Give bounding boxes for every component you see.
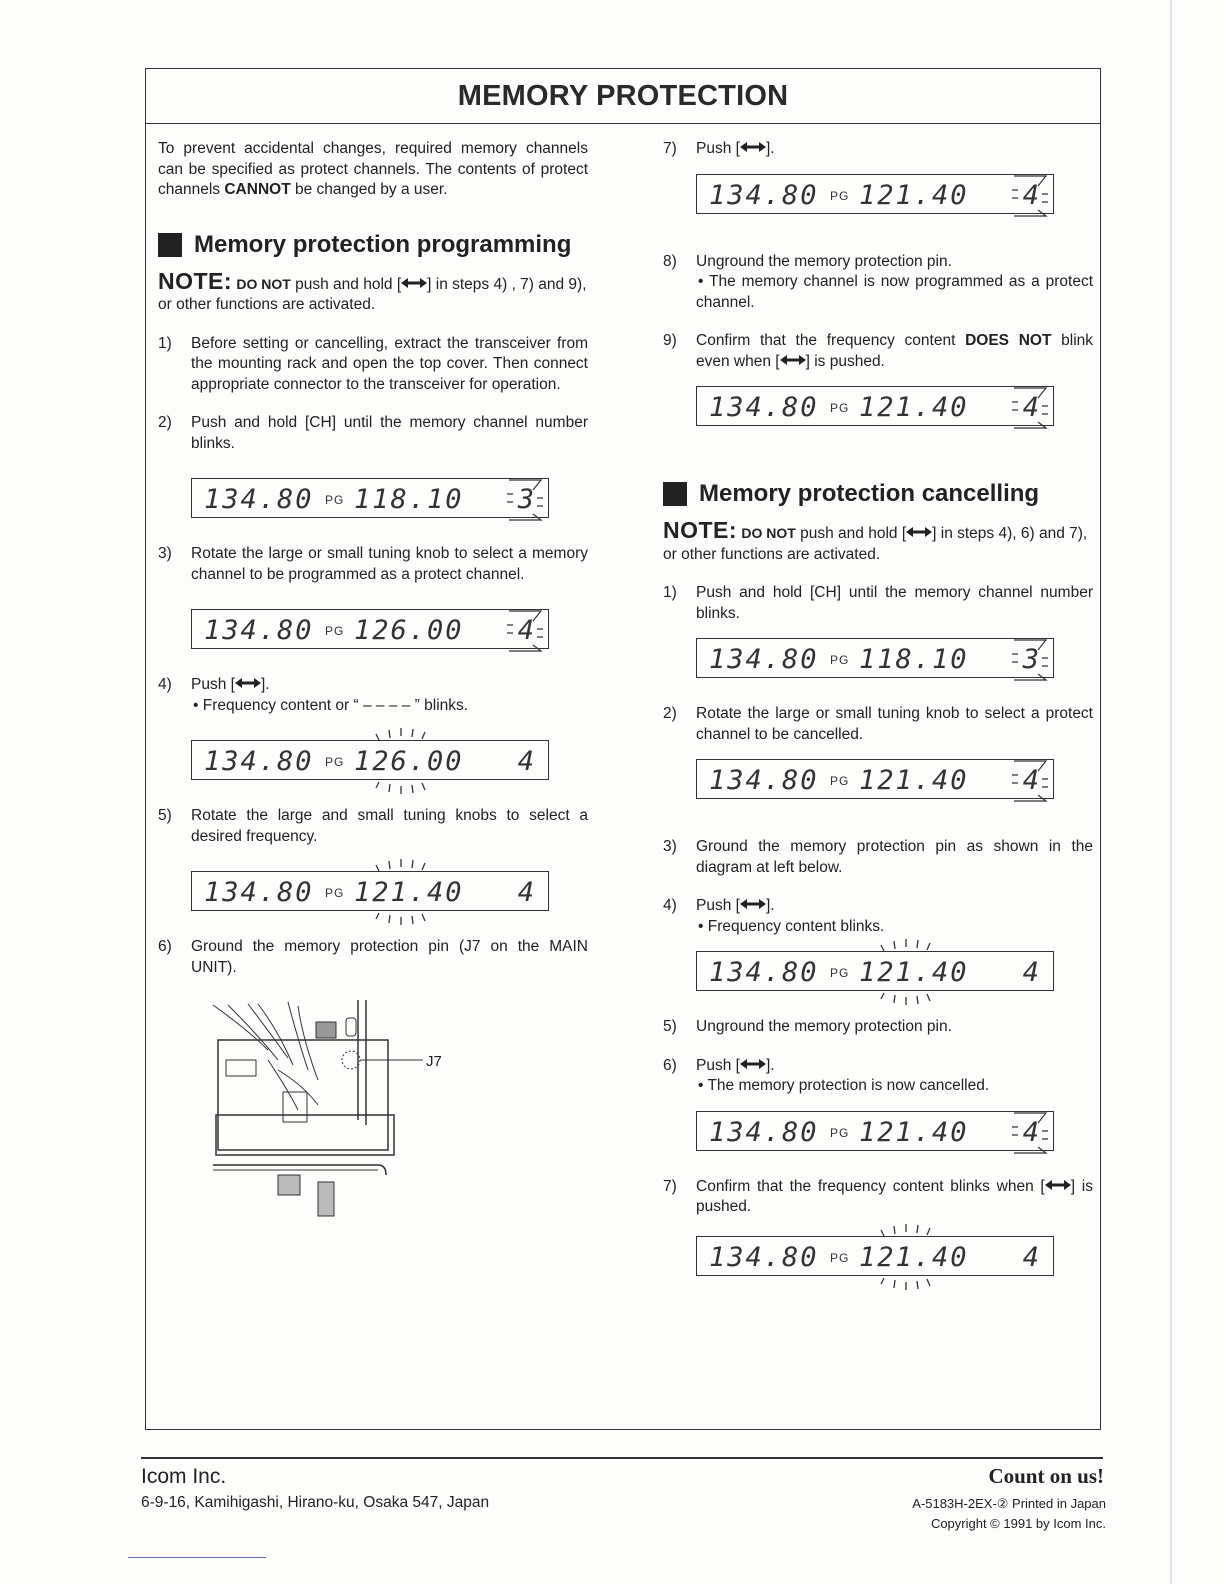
double-arrow-icon xyxy=(780,353,806,367)
prog-step-4: 4) Push [ ]. • Frequency content or “ – – – – ” blinks. xyxy=(158,675,588,716)
double-arrow-icon xyxy=(906,525,932,539)
document-number: A-5183H-2EX-② Printed in Japan xyxy=(912,1496,1106,1511)
main-unit-diagram xyxy=(208,1000,468,1240)
channel-blink-icon xyxy=(1008,378,1052,434)
heading-bullet-icon xyxy=(158,233,182,257)
cancel-step-5: 5) Unground the memory protection pin. xyxy=(663,1018,952,1035)
lcd-display: 134.80 PG 121.40 4 xyxy=(696,937,1093,999)
lcd-display: 134.80 PG 121.40 4 xyxy=(696,160,1093,222)
channel-blink-icon xyxy=(1008,1103,1052,1159)
lcd-display: 134.80 PG 126.00 4 xyxy=(191,595,588,657)
prog-step-9: 9) Confirm that the frequency content DOES NOT blink even when [ ] is pushed. xyxy=(663,332,1094,370)
slogan: Count on us! xyxy=(988,1464,1104,1488)
channel-blink-icon xyxy=(1008,166,1052,222)
channel-blink-icon xyxy=(1008,751,1052,807)
prog-step-1: 1) Before setting or cancelling, extract the transceiver from the mounting rack and open the top cover. Then connect appropriate connector to the transceiver for operation. xyxy=(158,334,588,393)
lcd-display: 134.80 PG 121.40 4 xyxy=(696,372,1093,434)
cancel-step-4: 4) Push [ ]. • Frequency content blinks. xyxy=(663,896,1093,937)
lcd-display: 134.80 PG 118.10 3 xyxy=(696,624,1093,686)
lcd-display: 134.80 PG 118.10 3 xyxy=(191,464,588,526)
j7-label: J7 xyxy=(426,1053,442,1070)
programming-note: NOTE: DO NOT push and hold [ ] in steps 4) , 7) and 9), or other functions are activated. xyxy=(158,267,587,313)
heading-bullet-icon xyxy=(663,482,687,506)
cancel-step-3: 3) Ground the memory protection pin as shown in the diagram at left below. xyxy=(663,838,1093,876)
double-arrow-icon xyxy=(740,1057,766,1071)
double-arrow-icon xyxy=(401,276,427,290)
cancel-step-2: 2) Rotate the large or small tuning knob to select a protect channel to be cancelled. xyxy=(663,705,1093,743)
cancel-step-7: 7) Confirm that the frequency content blinks when [ ] is pushed. xyxy=(663,1177,1093,1215)
company-address: 6-9-16, Kamihigashi, Hirano-ku, Osaka 547, Japan xyxy=(141,1494,490,1511)
lcd-display: 134.80 PG 121.40 4 xyxy=(191,857,588,919)
company-name: Icom Inc. xyxy=(141,1465,227,1488)
cancel-step-6: 6) Push [ ]. • The memory protection is now cancelled. xyxy=(663,1056,1093,1097)
channel-blink-icon xyxy=(503,470,547,526)
cancelling-note: NOTE: DO NOT push and hold [ ] in steps 4), 6) and 7), or other functions are activated. xyxy=(663,517,1088,563)
prog-step-2: 2) Push and hold [CH] until the memory channel number blinks. xyxy=(158,414,588,452)
intro-paragraph: To prevent accidental changes, required memory channels can be specified as protect channels. The contents of protect channels CANNOT be changed by a user. xyxy=(158,140,588,198)
prog-step-5: 5) Rotate the large and small tuning knobs to select a desired frequency. xyxy=(158,807,588,845)
cancel-step-1: 1) Push and hold [CH] until the memory channel number blinks. xyxy=(663,584,1093,622)
copyright: Copyright © 1991 by Icom Inc. xyxy=(930,1516,1106,1531)
channel-blink-icon xyxy=(503,601,547,657)
page-edge xyxy=(1170,0,1172,1584)
double-arrow-icon xyxy=(740,897,766,911)
lcd-display: 134.80 PG 121.40 4 xyxy=(696,745,1093,807)
left-column xyxy=(158,139,588,1245)
document-info xyxy=(912,1494,1106,1534)
memory-protection-frame xyxy=(145,68,1101,1430)
double-arrow-icon xyxy=(740,140,766,154)
prog-step-3: 3) Rotate the large or small tuning knob to select a memory channel to be programmed as a protect channel. xyxy=(158,545,588,583)
footer-divider xyxy=(141,1457,1103,1459)
double-arrow-icon xyxy=(1045,1178,1071,1192)
cancelling-heading: Memory protection cancelling xyxy=(663,480,1093,508)
right-column xyxy=(663,139,1093,1284)
prog-step-7: 7) Push [ ]. xyxy=(663,140,775,157)
programming-heading: Memory protection programming xyxy=(158,231,588,259)
prog-step-8: 8) Unground the memory protection pin. • The memory channel is now programmed as a protect channel. xyxy=(663,252,1093,314)
page-title: MEMORY PROTECTION xyxy=(146,69,1100,124)
lcd-display: 134.80 PG 126.00 4 xyxy=(191,726,588,788)
stray-line xyxy=(128,1557,266,1558)
lcd-display: 134.80 PG 121.40 4 xyxy=(696,1222,1093,1284)
prog-step-6: 6) Ground the memory protection pin (J7 on the MAIN UNIT). xyxy=(158,938,588,976)
channel-blink-icon xyxy=(1008,630,1052,686)
double-arrow-icon xyxy=(235,676,261,690)
lcd-display: 134.80 PG 121.40 4 xyxy=(696,1097,1093,1159)
